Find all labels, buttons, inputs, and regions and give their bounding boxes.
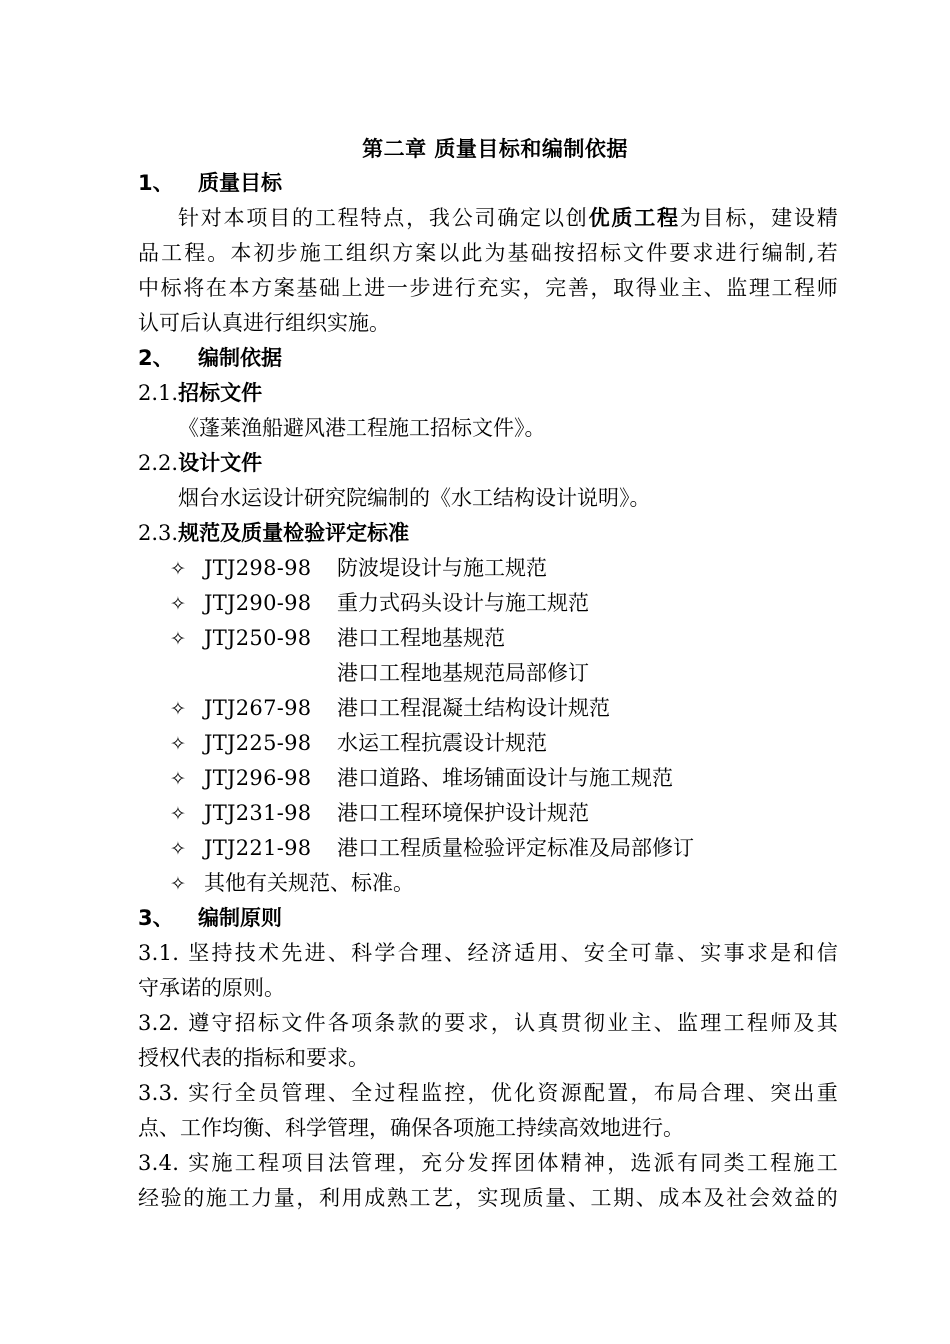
section-3-number: 3、 bbox=[138, 906, 174, 930]
principle-3-3-line-1: 3.3. 实行全员管理、全过程监控，优化资源配置，布局合理、突出重 bbox=[138, 1081, 838, 1105]
standard-name: 防波堤设计与施工规范 bbox=[337, 556, 547, 580]
other-standards-text: 其他有关规范、标准。 bbox=[204, 871, 414, 895]
diamond-bullet-icon: ✧ bbox=[170, 838, 186, 860]
standard-name: 水运工程抗震设计规范 bbox=[337, 731, 547, 755]
diamond-bullet-icon: ✧ bbox=[170, 628, 186, 650]
standard-name: 重力式码头设计与施工规范 bbox=[337, 591, 589, 615]
standard-item bbox=[170, 796, 589, 832]
standard-item bbox=[170, 831, 694, 867]
design-document-text: 烟台水运设计研究院编制的《水工结构设计说明》。 bbox=[178, 486, 651, 510]
diamond-bullet-icon: ✧ bbox=[170, 768, 186, 790]
standard-code: JTJ296-98 bbox=[204, 766, 312, 790]
standard-code: JTJ231-98 bbox=[204, 801, 312, 825]
section-3-heading bbox=[138, 901, 838, 936]
standard-item bbox=[170, 551, 547, 587]
principle-3-4-line-1: 3.4. 实施工程项目法管理，充分发挥团体精神，选派有同类工程施工 bbox=[138, 1151, 838, 1175]
paragraph-quality-line-1 bbox=[178, 201, 838, 236]
diamond-bullet-icon: ✧ bbox=[170, 803, 186, 825]
section-1-number: 1、 bbox=[138, 171, 174, 195]
standard-code: JTJ267-98 bbox=[204, 696, 312, 720]
subsection-number: 2.3. bbox=[138, 521, 179, 545]
paragraph-quality-line-4: 认可后认真进行组织实施。 bbox=[138, 311, 390, 335]
standard-code: JTJ225-98 bbox=[204, 731, 312, 755]
standard-item bbox=[170, 691, 610, 727]
principle-3-1-line-1: 3.1. 坚持技术先进、科学合理、经济适用、安全可靠、实事求是和信 bbox=[138, 941, 838, 965]
bold-highlight: 优质工程 bbox=[588, 206, 680, 230]
subsection-number: 2.2. bbox=[138, 451, 179, 475]
principle-3-2-line-2: 授权代表的指标和要求。 bbox=[138, 1046, 369, 1070]
subsection-title: 规范及质量检验评定标准 bbox=[178, 521, 410, 545]
principle-3-3-line-2: 点、工作均衡、科学管理，确保各项施工持续高效地进行。 bbox=[138, 1116, 684, 1140]
standard-name: 港口工程混凝土结构设计规范 bbox=[337, 696, 610, 720]
paragraph-text: 针对本项目的工程特点，我公司确定以创 bbox=[178, 206, 589, 230]
standard-item bbox=[170, 761, 673, 797]
section-1-heading bbox=[138, 166, 838, 201]
subsection-title: 招标文件 bbox=[178, 381, 263, 405]
section-2-title: 编制依据 bbox=[198, 346, 282, 370]
standard-item bbox=[170, 726, 547, 762]
standard-name: 港口工程地基规范 bbox=[337, 626, 505, 650]
subsection-2-3-heading bbox=[138, 516, 838, 551]
standard-code: JTJ250-98 bbox=[204, 626, 312, 650]
chapter-title: 第二章 质量目标和编制依据 bbox=[362, 137, 628, 161]
subsection-title: 设计文件 bbox=[178, 451, 263, 475]
principle-3-2-line-1: 3.2. 遵守招标文件各项条款的要求，认真贯彻业主、监理工程师及其 bbox=[138, 1011, 838, 1035]
standard-item bbox=[170, 656, 589, 691]
standard-code: JTJ298-98 bbox=[204, 556, 312, 580]
section-2-heading bbox=[138, 341, 838, 376]
section-3-title: 编制原则 bbox=[198, 906, 282, 930]
standard-name: 港口工程地基规范局部修订 bbox=[337, 661, 589, 685]
principle-3-1-line-2: 守承诺的原则。 bbox=[138, 976, 285, 1000]
standard-name: 港口工程质量检验评定标准及局部修订 bbox=[337, 836, 694, 860]
diamond-bullet-icon: ✧ bbox=[170, 593, 186, 615]
principle-3-4-line-2: 经验的施工力量，利用成熟工艺，实现质量、工期、成本及社会效益的 bbox=[138, 1186, 838, 1210]
section-2-number: 2、 bbox=[138, 346, 174, 370]
standard-name: 港口工程环境保护设计规范 bbox=[337, 801, 589, 825]
standard-item bbox=[170, 621, 505, 657]
paragraph-quality-line-2: 品工程。本初步施工组织方案以此为基础按招标文件要求进行编制,若 bbox=[138, 241, 838, 265]
standard-item bbox=[170, 586, 589, 622]
tender-document-text: 《蓬莱渔船避风港工程施工招标文件》。 bbox=[178, 416, 546, 440]
standard-name: 港口道路、堆场铺面设计与施工规范 bbox=[337, 766, 673, 790]
subsection-2-1-heading bbox=[138, 376, 838, 411]
diamond-bullet-icon: ✧ bbox=[170, 733, 186, 755]
diamond-bullet-icon: ✧ bbox=[170, 558, 186, 580]
diamond-bullet-icon: ✧ bbox=[170, 873, 186, 895]
paragraph-text: 为目标，建设精 bbox=[679, 206, 839, 230]
section-1-title: 质量目标 bbox=[198, 171, 282, 195]
diamond-bullet-icon: ✧ bbox=[170, 698, 186, 720]
subsection-number: 2.1. bbox=[138, 381, 179, 405]
standard-code: JTJ221-98 bbox=[204, 836, 312, 860]
standard-code: JTJ290-98 bbox=[204, 591, 312, 615]
standard-item-other bbox=[170, 866, 414, 902]
subsection-2-2-heading bbox=[138, 446, 838, 481]
paragraph-quality-line-3: 中标将在本方案基础上进一步进行充实，完善，取得业主、监理工程师 bbox=[138, 276, 838, 300]
